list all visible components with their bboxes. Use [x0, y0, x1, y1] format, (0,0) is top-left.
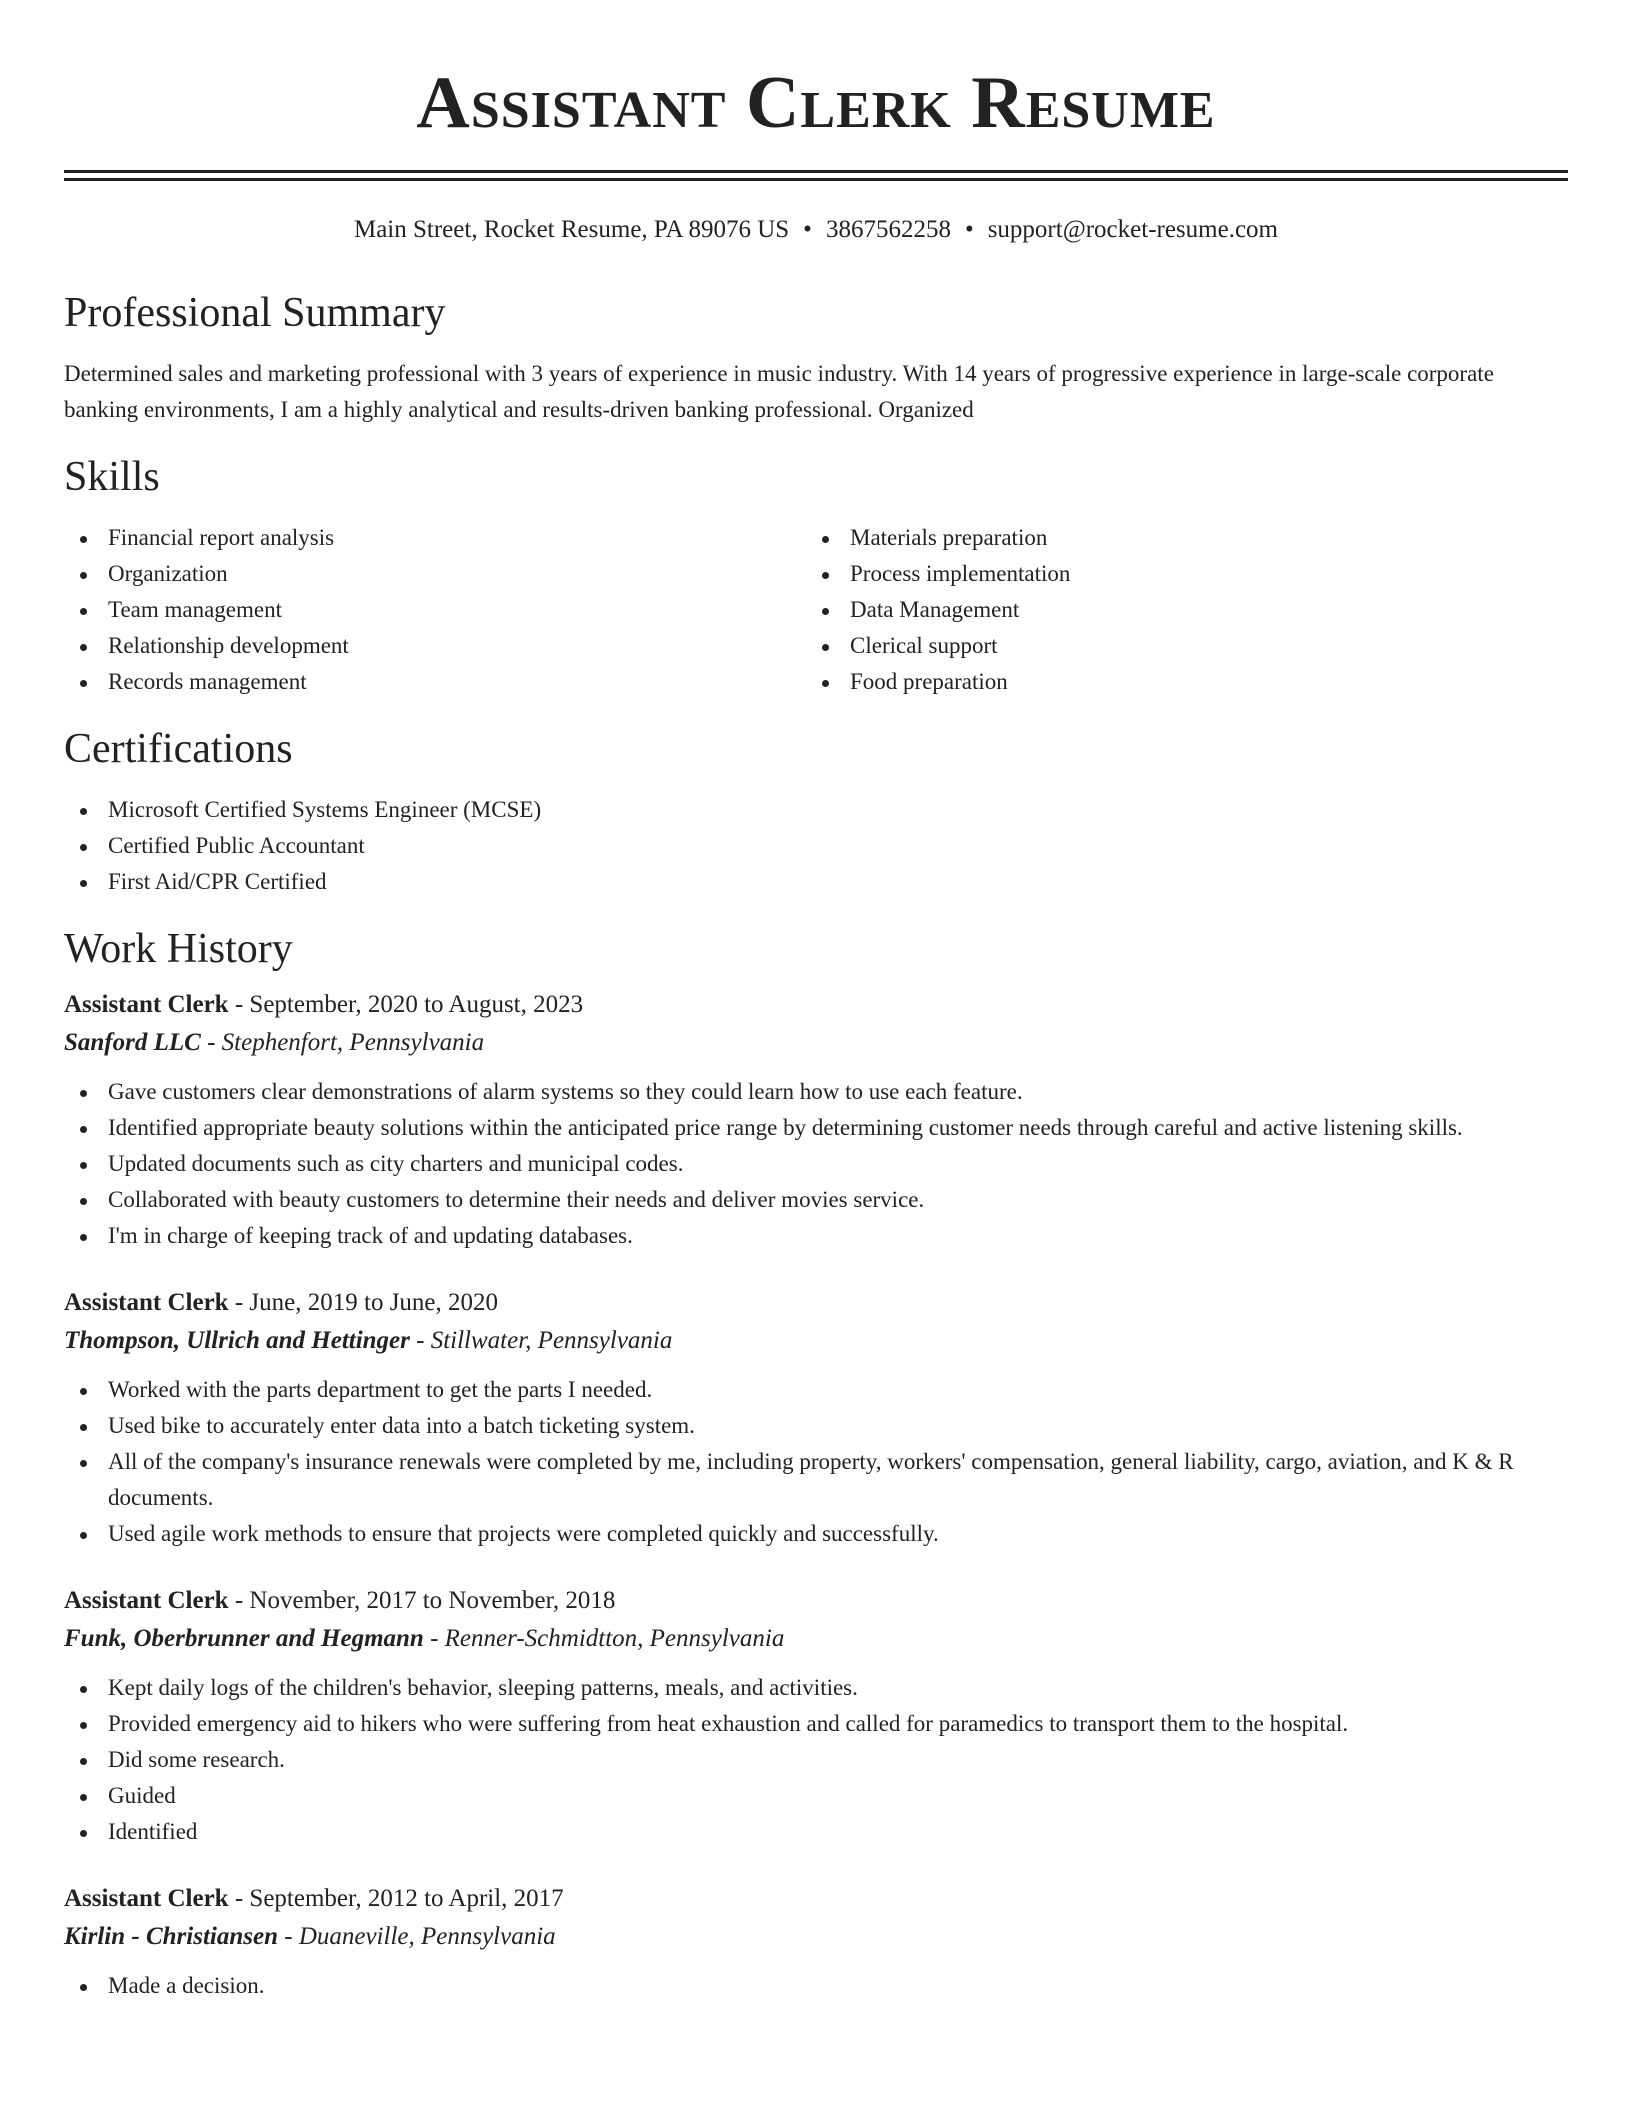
job-company-line	[64, 1918, 1568, 1956]
job-entry	[64, 1284, 1568, 1552]
skill-item: Food preparation	[806, 664, 1548, 700]
certifications-heading: Certifications	[64, 726, 293, 772]
job-company: Sanford LLC	[64, 1029, 201, 1056]
skill-item: Records management	[64, 664, 806, 700]
job-location: Stillwater, Pennsylvania	[430, 1327, 673, 1354]
contact-line	[64, 217, 1568, 242]
job-dash: -	[277, 1923, 299, 1950]
job-bullet: Made a decision.	[64, 1968, 1568, 2004]
job-bullet: Worked with the parts department to get the parts I needed.	[64, 1372, 1568, 1408]
work-history-heading: Work History	[64, 926, 293, 972]
job-company: Funk, Oberbrunner and Hegmann	[64, 1625, 424, 1652]
skill-item: Data Management	[806, 592, 1548, 628]
job-bullets	[64, 1670, 1568, 1850]
skill-item: Organization	[64, 556, 806, 592]
job-location: Duaneville, Pennsylvania	[298, 1923, 556, 1950]
job-bullet: Provided emergency aid to hikers who were suffering from heat exhaustion and called for paramedics to transport them to the hospital.	[64, 1706, 1568, 1742]
job-company-line	[64, 1024, 1568, 1062]
skills-list-left	[64, 520, 806, 700]
job-company-line	[64, 1620, 1568, 1658]
job-bullet: Identified	[64, 1814, 1568, 1850]
job-dash: -	[423, 1625, 445, 1652]
skills-heading: Skills	[64, 454, 160, 500]
job-dates: June, 2019 to June, 2020	[249, 1289, 499, 1316]
certification-item: Microsoft Certified Systems Engineer (MCSE)	[64, 792, 1568, 828]
skill-item: Relationship development	[64, 628, 806, 664]
skill-item: Process implementation	[806, 556, 1548, 592]
skill-item: Financial report analysis	[64, 520, 806, 556]
job-title-line	[64, 1880, 1568, 1918]
job-dash: -	[228, 1289, 250, 1316]
job-company: Thompson, Ullrich and Hettinger	[64, 1327, 410, 1354]
contact-separator: •	[803, 216, 812, 243]
job-title-line	[64, 1582, 1568, 1620]
certification-item: Certified Public Accountant	[64, 828, 1568, 864]
job-bullet: Gave customers clear demonstrations of alarm systems so they could learn how to use each feature.	[64, 1074, 1568, 1110]
job-dash: -	[200, 1029, 222, 1056]
job-title-line	[64, 1284, 1568, 1322]
job-dash: -	[228, 1885, 250, 1912]
job-bullet: Updated documents such as city charters and municipal codes.	[64, 1146, 1568, 1182]
job-role: Assistant Clerk	[64, 991, 229, 1018]
resume-title: Assistant Clerk Resume	[416, 62, 1216, 144]
job-bullet: Used bike to accurately enter data into a batch ticketing system.	[64, 1408, 1568, 1444]
job-role: Assistant Clerk	[64, 1885, 229, 1912]
skill-item: Team management	[64, 592, 806, 628]
skill-item: Clerical support	[806, 628, 1548, 664]
job-entry	[64, 1880, 1568, 2004]
job-bullet: Guided	[64, 1778, 1568, 1814]
certifications-list	[64, 792, 1568, 900]
title-divider	[64, 170, 1568, 181]
job-bullet: All of the company's insurance renewals were completed by me, including property, workers' compensation, general liability, cargo, aviation, and K & R documents.	[64, 1444, 1568, 1516]
job-company-line	[64, 1322, 1568, 1360]
job-bullet: Identified appropriate beauty solutions within the anticipated price range by determining customer needs through careful and active listening skills.	[64, 1110, 1568, 1146]
job-bullet: Did some research.	[64, 1742, 1568, 1778]
job-entry	[64, 986, 1568, 1254]
job-bullet: Used agile work methods to ensure that projects were completed quickly and successfully.	[64, 1516, 1568, 1552]
summary-heading: Professional Summary	[64, 290, 446, 336]
job-entry	[64, 1582, 1568, 1850]
job-bullet: Collaborated with beauty customers to determine their needs and deliver movies service.	[64, 1182, 1568, 1218]
job-bullet: I'm in charge of keeping track of and updating databases.	[64, 1218, 1568, 1254]
contact-separator: •	[964, 216, 974, 243]
skills-columns	[64, 520, 1568, 700]
job-role: Assistant Clerk	[64, 1289, 229, 1316]
job-bullet: Kept daily logs of the children's behavior, sleeping patterns, meals, and activities.	[64, 1670, 1568, 1706]
summary-text: Determined sales and marketing professional with 3 years of experience in music industry. With 14 years of progressive experience in large-scale corporate banking environments, I am a highly analytical and results-driven banking professional. Organized	[64, 361, 1494, 422]
job-dates: September, 2020 to August, 2023	[249, 991, 584, 1018]
job-dash: -	[228, 991, 250, 1018]
resume-page	[64, 0, 1568, 2004]
contact-address: Main Street, Rocket Resume, PA 89076 US	[353, 216, 790, 243]
job-bullets	[64, 1372, 1568, 1552]
contact-phone: 3867562258	[825, 216, 951, 243]
job-bullets	[64, 1074, 1568, 1254]
job-location: Renner-Schmidtton, Pennsylvania	[444, 1625, 785, 1652]
job-dash: -	[409, 1327, 431, 1354]
skill-item: Materials preparation	[806, 520, 1548, 556]
job-dates: November, 2017 to November, 2018	[249, 1587, 616, 1614]
job-title-line	[64, 986, 1568, 1024]
skills-list-right	[806, 520, 1548, 700]
contact-email: support@rocket-resume.com	[987, 216, 1278, 243]
certification-item: First Aid/CPR Certified	[64, 864, 1568, 900]
job-role: Assistant Clerk	[64, 1587, 229, 1614]
job-dates: September, 2012 to April, 2017	[249, 1885, 564, 1912]
job-dash: -	[228, 1587, 250, 1614]
job-company: Kirlin - Christiansen	[64, 1923, 278, 1950]
job-location: Stephenfort, Pennsylvania	[221, 1029, 485, 1056]
job-bullets	[64, 1968, 1568, 2004]
